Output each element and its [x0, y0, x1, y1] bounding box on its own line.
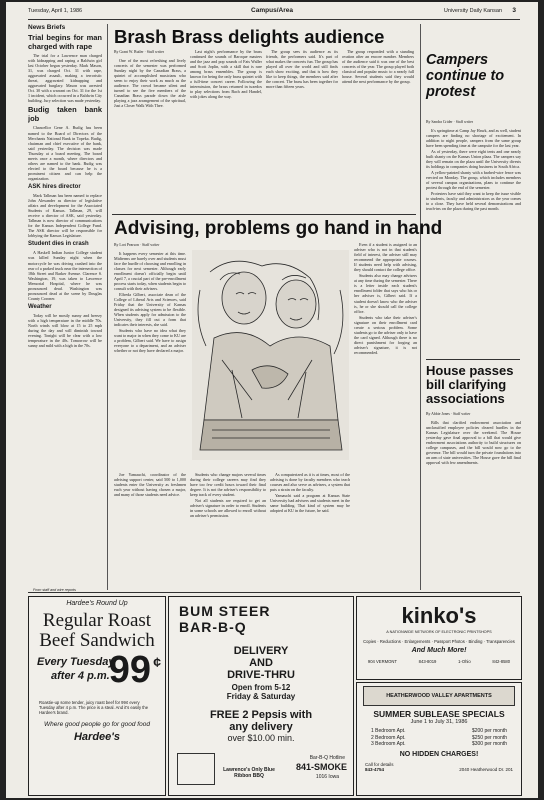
- brass-column-3: [266, 49, 338, 211]
- campers-rule: [426, 359, 520, 360]
- house-column: [426, 411, 521, 589]
- briefs-credit: From staff and wire reports: [33, 588, 76, 592]
- kinkos-address-1: 904 VERMONT: [367, 659, 397, 664]
- advising-text-6: Students who take their adviser's signature on their enrollment card create a serious problem. Some students go to the adviser only to have the card signed. Although there is no direct punishment for forging an adviser's signature, it is not recommended.: [354, 314, 417, 355]
- hardees-time: after 4 p.m.: [51, 670, 110, 682]
- kinkos-logo: kinko's: [401, 603, 477, 628]
- kinkos-more: And Much More!: [411, 647, 467, 654]
- bum-steer-name: BUM STEER: [179, 603, 271, 619]
- hardees-title-2: Beef Sandwich: [39, 630, 155, 651]
- call-details: Call for details: [365, 761, 394, 767]
- house-text: Bills that clarified endowment association and unclassified employee policies cleared hurdles in the Kansas Legislature over the weekend. The House yesterday gave final approval to a bill that would give endowment associations authority to build structures on college campuses, and the bill would now go to the governor. The bill would turn the private foundations into an arm of state universities. The House gave the bill final approval with few amendments.: [426, 419, 521, 465]
- brass-text-4: The group responded with a standing ovation after an encore number. Members of the audience said it was one of the best concerts of the year. The group played both classical and popular music to a nearly full house. Several students said they would attend the next performance by the group.: [342, 49, 414, 85]
- no-hidden-charges: NO HIDDEN CHARGES!: [399, 750, 479, 758]
- hardees-fine-print: Roastie-up some tender, juicy roast beef for 99¢ every Tuesday after 4 p.m. The price is a steal. And it's easily the Hardee's brand.: [39, 700, 149, 715]
- advising-column-4: [114, 472, 186, 588]
- kinkos-address-2: 1-Ohio: [458, 659, 471, 664]
- crash-headline: Student dies in crash: [28, 241, 89, 248]
- advising-rule: [112, 214, 416, 215]
- hardees-day: Every Tuesday: [37, 656, 115, 668]
- column-rule: [107, 24, 108, 590]
- header-rule: [28, 19, 520, 20]
- unit-3: 3 Bedroom Apt.: [371, 741, 406, 747]
- brass-text-1: One of the most refreshing and lively concerts of the semester was performed Sunday night by the Canadian Brass, a quintet of accomplished musicians who seem to enjoy their work as much as the audience. The crowd became silent and turned to see the five members of the Canadian Brass parade down the aisle playing a jazz arrangement of the spiritual, Just a Closer Walk With Thee.: [114, 57, 186, 109]
- price-1: $200 per month: [471, 728, 507, 734]
- page-header: [6, 8, 538, 18]
- advising-text-1: It happens every semester at this time. Midterms are barely over and students must face the hurdle of choosing and enrolling in classes for next semester. Although early enrollment doesn't officially begin until April 7, a crucial part of the pre-enrollment process starts today, when students begin to consult with their advisers.: [114, 250, 186, 291]
- campers-text-2: As of yesterday, there were eight tents and one nearly built shanty on the Kansas Union plaza. The campers say they will remain on the plaza until the University divests its holdings in companies doing business in South Africa.: [426, 148, 521, 169]
- brass-column-1: [114, 49, 186, 211]
- advising-text-4: Even if a student is assigned to an adviser who is not in that student's field of interest, the adviser still may recommend the appropriate courses. If students need help with advising, they should contact the college office.: [354, 242, 417, 273]
- and-label: AND: [249, 657, 273, 669]
- advising-column-1: [114, 242, 186, 464]
- hardees-banner: Hardee's Round Up: [66, 600, 128, 607]
- kinkos-phone-1: 843-8019: [418, 659, 437, 664]
- advising-illustration: [192, 250, 349, 460]
- summer-specials: SUMMER SUBLEASE SPECIALS: [373, 709, 505, 719]
- advising-byline: By Lori Pearson · Staff writer: [114, 243, 160, 247]
- campers-text-4: Protesters have said they want to keep the issue visible to students, faculty and administrators as the year comes to a close. They have held several demonstrations and teach-ins on the plaza during the past month.: [426, 191, 521, 212]
- section-name: Campus/Area: [251, 7, 293, 14]
- news-briefs-label: News Briefs: [28, 24, 66, 31]
- weather-text: Today will be mostly sunny and breezy with a high temperature in the middle 70s. North winds will blow at 15 to 25 mph during the day and will diminish toward evening. Tonight will be clear with a low temperature in the 40s. Tomorrow will be sunny and mild with a high in the 70s.: [28, 312, 102, 349]
- budig-headline: Budig taken bank job: [28, 105, 102, 123]
- brass-text-2: Last night's performance by the brass continued the sounds of Baroque masters and the jazz and pop sounds of Fats Waller and Scott Joplin, with a skill that is rare among brass ensembles. The group is known for being the only brass quintet with a full-time concert career. Following the intermission, the brass returned in tuxedos to play selections from Bach and Handel, with jokes along the way.: [190, 49, 262, 100]
- newspaper-page: [6, 2, 538, 798]
- news-briefs-column: [28, 24, 102, 590]
- bum-steer-address: 1016 Iowa: [315, 774, 339, 780]
- pepsi-offer: FREE 2 Pepsis with: [209, 709, 313, 721]
- ask-headline: ASK hires director: [28, 183, 81, 190]
- budig-text: Chancellor Gene A. Budig has been named to the Board of Directors of the Merchants National Bank in Topeka. Budig, chairman and chief executive of the bank, said yesterday. The decision was made Thursday at a board meeting. The board meets once a month, where directors and others are named to the bank. Budig was elected to the board because he is a prominent citizen and can help the organization.: [28, 125, 102, 181]
- brass-headline: Brash Brass delights audience: [114, 26, 385, 47]
- kinkos-phone-2: 842-8580: [492, 659, 511, 664]
- bum-steer-location: Lawrence's Only Blue Ribbon BBQ: [223, 767, 275, 779]
- hardees-slogan: Where good people go for good food: [44, 721, 150, 728]
- hardees-cents: ¢: [153, 654, 161, 670]
- unit-1: 1 Bedroom Apt.: [371, 728, 406, 734]
- advising-text-2: Elfreda Gilbert, associate dean of the College of Liberal Arts and Sciences, said Friday that the University of Kansas designed its advising system to be flexible. When students apply for admission to the University, they fill out a form that indicates their interests, she said.: [114, 291, 186, 328]
- kinkos-ad[interactable]: [356, 596, 522, 680]
- price-2: $250 per month: [471, 734, 507, 741]
- ads-rule: [28, 592, 520, 593]
- heatherwood-ad[interactable]: [356, 682, 522, 796]
- heatherwood-name: HEATHERWOOD VALLEY APARTMENTS: [386, 693, 492, 699]
- advising-text-7: Joe Yamauchi, coordinator of the advising support center, said 500 to 1,000 students enter the University as freshmen each year without having chosen a major, and many of those students need advice.: [114, 472, 186, 498]
- campers-headline: Campers continue to protest: [426, 52, 505, 100]
- advising-text-5: Students also may change advisers at any time during the semester. There is a letter inside each student's enrollment folder that says who his or her adviser is, Gilbert said. If a student doesn't know who the adviser is, he or she should call the college office.: [354, 273, 417, 314]
- bum-steer-ad[interactable]: [168, 596, 354, 796]
- advising-text-11: Yamauchi said a program at Kansas State University had advisers and students meet in the same building. That kind of system may be adopted at KU in the future, he said.: [270, 493, 350, 514]
- days-label: Friday & Saturday: [226, 692, 296, 701]
- column-rule: [420, 24, 421, 590]
- hotline-number: 841-SMOKE: [295, 762, 347, 772]
- advising-headline: Advising, problems go hand in hand: [114, 218, 443, 239]
- weather-headline: Weather: [28, 303, 52, 310]
- kinkos-tagline: A NATIONWIDE NETWORK OF ELECTRONIC PRINTSHOPS: [386, 630, 492, 634]
- hardees-title-1: Regular Roast: [42, 610, 152, 631]
- advising-column-5: [190, 472, 266, 588]
- campers-text-3: A yellow-painted shanty with a barbed-wire fence was erected on Monday. The group, which includes members of several campus organizations, plans to continue the protest through the end of the semester.: [426, 169, 521, 191]
- unit-2: 2 Bedroom Apt.: [371, 734, 406, 741]
- house-byline: By Abbie Jones · Staff writer: [426, 412, 471, 416]
- brass-column-4: [342, 49, 414, 211]
- trial-headline: Trial begins for man charged with rape: [28, 33, 102, 51]
- paper-name: University Daily Kansan: [443, 8, 502, 14]
- ask-text: Mark Tallman has been named to replace John Alexander as director of legislative affairs and development for the Associated Students of Kansas. Tallman, 29, will receive a director of ASK, said yesterday. Tallman is now director of communications for the Kansas Independent College Fund. The ASK director will be responsible for lobbying the Kansas Legislature.: [28, 192, 102, 239]
- delivery-label: DELIVERY: [233, 645, 289, 657]
- heatherwood-phone: 843-4754: [365, 766, 385, 772]
- hardees-logo: Hardee's: [73, 731, 121, 743]
- advising-column-3: [354, 242, 417, 588]
- campers-byline: By Sandra Crider · Staff writer: [426, 120, 474, 124]
- any-delivery: any delivery: [229, 721, 293, 733]
- brass-column-2: [190, 49, 262, 211]
- campers-text-1: It's springtime at Camp Jay Hawk, and as well, student campers are finding no shortage of excitement. In addition to night people, campers from the same group have been spending time at the campsite for the last year.: [426, 127, 521, 148]
- drive-thru-label: DRIVE-THRU: [227, 669, 295, 681]
- hardees-ad[interactable]: [28, 596, 166, 796]
- advising-text-8: Students who change majors several times during their college careers may find they have too few credit hours toward their final degree. It is not the adviser's responsibility to keep track of every student.: [190, 472, 266, 498]
- page-number: 3: [512, 7, 516, 14]
- advising-text-9: Not all students are required to get an adviser's signature in order to enroll. Students in some schools are allowed to enroll without an adviser's permission.: [190, 498, 266, 519]
- kinkos-services: Copies · Reductions · Enlargements · Passport Photos · Binding · Transparencies: [363, 639, 515, 644]
- issue-date: Tuesday, April 1, 1986: [28, 8, 83, 14]
- bum-steer-logo: [177, 753, 215, 785]
- brass-text-3: The group sees its audience as its friends, the performers said. It's part of what makes the concerts fun. The group has played all over the world and still finds each show exciting, and that is how they like to keep things, the members said after the concert. The brass has been together for more than fifteen years.: [266, 49, 338, 90]
- advising-text-10: As computerized as it is at times, most of the advising is done by faculty members who teach courses and also serve as advisers, a system that puts a strain on the faculty.: [270, 472, 350, 493]
- house-headline: House passes bill clarifying associations: [426, 363, 514, 406]
- advising-text-3: Students who have no idea what they want to major in when they come to KU are a problem, Gilbert said. We have to assign everyone to a department, and an adviser whether or not they have declared a major.: [114, 328, 186, 354]
- heatherwood-address: 2040 Heatherwood Dr. 201: [459, 766, 513, 772]
- sublease-dates: June 1 to July 31, 1986: [410, 719, 468, 725]
- bum-steer-bbq: BAR-B-Q: [179, 619, 247, 635]
- hardees-price: 99: [108, 649, 151, 691]
- heatherwood-logo: [363, 686, 515, 706]
- price-3: $300 per month: [471, 741, 507, 747]
- crash-text: A Haskell Indian Junior College student was killed Sunday night when the motorcycle he was driving crashed into the rear of a parked truck near the intersection of 18th Street and Barker Avenue. Clarence S. Washington, 19, was taken to Lawrence Memorial Hospital, where he was pronounced dead. Washington was pronounced dead at the scene by Douglas County Coroner.: [28, 250, 102, 301]
- advising-column-6: [270, 472, 350, 588]
- brass-byline: By Grant W. Butler · Staff writer: [114, 50, 165, 54]
- trial-text: The trial for a Lawrence man charged with kidnapping and raping a Baldwin girl last October began yesterday. Mark Mason, 31, was charged Oct. 31 with rape, aggravated assault, making a terroristic threat, aggravated kidnapping and aggravated burglary. Mason was arrested Oct. 30 with a warrant on Oct. 31 for the 1st 1 incident, which occurred in a Baldwin City building. Jury selection was made yesterday.: [28, 53, 102, 104]
- hours-label: Open from 5-12: [231, 683, 291, 692]
- hotline-label: Bar-B-Q Hotline: [309, 755, 345, 761]
- min-order: over $10.00 min.: [227, 733, 295, 743]
